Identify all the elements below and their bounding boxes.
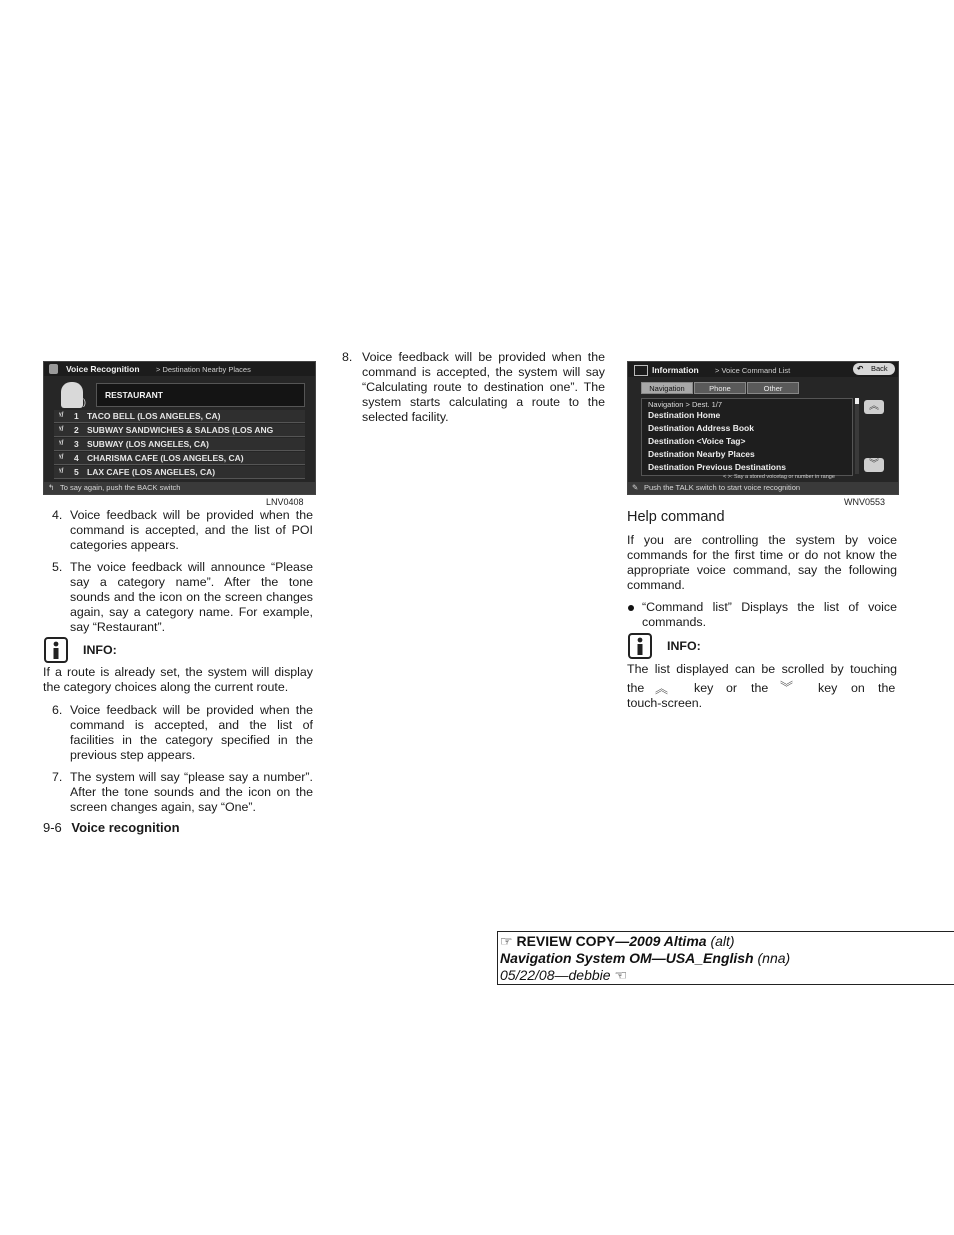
footer-text: To say again, push the BACK switch: [60, 483, 181, 492]
mic-icon: ᵞ/: [59, 454, 64, 461]
double-chevron-down-icon: ︾: [869, 459, 879, 470]
command-list: [641, 398, 853, 476]
scroll-up-button[interactable]: [864, 400, 884, 414]
step-4: [44, 508, 313, 554]
result-number: 4: [74, 453, 79, 463]
word: on: [851, 681, 865, 695]
help-paragraph: If you are controlling the system by voice commands for the first time or do not know the appropriate voice command, say the following command.: [627, 533, 897, 592]
back-button[interactable]: [853, 363, 895, 375]
command-item[interactable]: Destination Home: [648, 410, 721, 420]
result-row-4[interactable]: [54, 452, 305, 465]
step-8: [336, 350, 605, 426]
back-arrow-icon: ↰: [48, 483, 55, 492]
bullet-dot: [628, 605, 634, 611]
info-text-line-1: The list displayed can be scrolled by touching: [627, 662, 897, 676]
double-chevron-up-icon: ︽: [655, 681, 669, 696]
category-label: RESTAURANT: [105, 390, 163, 400]
bullet-text: “Command list” Displays the list of voice commands.: [642, 600, 897, 629]
review-line-3: [500, 966, 627, 984]
step-text: Voice feedback will be provided when the command is accepted, and the list of facilities in the category specified in the previous step appears.: [70, 703, 313, 762]
mic-icon: ᵞ/: [59, 440, 64, 447]
result-row-3[interactable]: [54, 438, 305, 451]
back-label: Back: [871, 364, 888, 373]
step-number: 6.: [52, 703, 63, 717]
info-icon: [628, 633, 652, 659]
command-item[interactable]: Destination Previous Destinations: [648, 462, 786, 472]
step-number: 7.: [52, 770, 63, 784]
double-chevron-up-icon: ︽: [869, 401, 879, 412]
word: the: [751, 681, 769, 695]
screen-title-bar: [44, 362, 315, 376]
result-label: SUBWAY SANDWICHES & SALADS (LOS ANG: [87, 425, 274, 435]
model-name: 2009 Altima: [629, 933, 707, 949]
mic-icon: ᵞ/: [59, 426, 64, 433]
word: or: [726, 681, 738, 695]
result-number: 5: [74, 467, 79, 477]
review-label: REVIEW COPY—: [516, 933, 630, 949]
step-number: 5.: [52, 560, 63, 574]
model-code: (alt): [706, 933, 735, 949]
double-chevron-down-icon: ︾: [780, 680, 794, 695]
result-label: TACO BELL (LOS ANGELES, CA): [87, 411, 221, 421]
page-footer: [43, 820, 180, 835]
manual-name: Navigation System OM—USA_English: [500, 950, 754, 966]
screen-title-bar: [628, 362, 898, 377]
command-item[interactable]: Destination Nearby Places: [648, 449, 755, 459]
voice-recognition-screenshot: [43, 361, 316, 495]
screen-breadcrumb: > Voice Command List: [715, 366, 791, 375]
help-command-heading: Help command: [627, 509, 725, 525]
screen-footer: [44, 482, 315, 494]
book-icon: [634, 365, 648, 376]
screen-breadcrumb: > Destination Nearby Places: [156, 365, 251, 374]
step-5: [44, 560, 313, 636]
info-icon: [44, 637, 68, 663]
figure-caption-left: LNV0408: [266, 497, 304, 507]
voice-command-list-screenshot: [627, 361, 899, 495]
step-text: Voice feedback will be provided when the command is accepted, and the list of POI categories appears.: [70, 508, 313, 552]
manual-code: (nna): [753, 950, 791, 966]
result-number: 3: [74, 439, 79, 449]
step-7: [44, 770, 313, 816]
voice-icon: [49, 364, 58, 374]
step-number: 8.: [342, 350, 353, 364]
tab-navigation[interactable]: Navigation: [641, 382, 693, 394]
info-text: If a route is already set, the system will display the category choices along the current route.: [43, 665, 313, 694]
info-text-line-2: [627, 680, 897, 696]
info-text-line-3: touch-screen.: [627, 696, 703, 710]
scroll-thumb[interactable]: [855, 398, 859, 404]
step-text: Voice feedback will be provided when the command is accepted, the system will say “Calculating route to destination one”. The system starts calculating a route to the selected facility.: [362, 350, 605, 424]
footer-text: Push the TALK switch to start voice recognition: [644, 483, 801, 492]
figure-caption-right: WNV0553: [844, 497, 886, 507]
talk-icon: ✎: [632, 483, 639, 492]
info-label: INFO:: [667, 639, 701, 653]
result-label: SUBWAY (LOS ANGELES, CA): [87, 439, 210, 449]
command-item[interactable]: Destination Address Book: [648, 423, 754, 433]
screen-title: Voice Recognition: [66, 364, 140, 374]
review-line-1: [500, 932, 735, 950]
section-title: Voice recognition: [71, 820, 180, 835]
mic-icon: ᵞ/: [59, 468, 64, 475]
step-6: [44, 703, 313, 765]
screen-footer: [628, 482, 898, 494]
review-date: 05/22/08—debbie: [500, 967, 611, 983]
info-label: INFO:: [83, 643, 117, 657]
mic-icon: ᵞ/: [59, 412, 64, 419]
word: the: [878, 681, 896, 695]
tab-phone[interactable]: Phone: [694, 382, 746, 394]
command-item[interactable]: Destination <Voice Tag>: [648, 436, 746, 446]
word: the: [627, 681, 645, 695]
step-text: The system will say “please say a number”. After the tone sounds and the icon on the screen changes again, say “One”.: [70, 770, 313, 814]
hint-text: < >: Say a stored voicetag or number in range: [723, 474, 835, 480]
result-label: CHARISMA CAFE (LOS ANGELES, CA): [87, 453, 244, 463]
list-header: Navigation > Dest. 1/7: [648, 400, 723, 409]
tab-other[interactable]: Other: [747, 382, 799, 394]
scrollbar[interactable]: [855, 398, 859, 474]
result-label: LAX CAFE (LOS ANGELES, CA): [87, 467, 216, 477]
result-number: 2: [74, 425, 79, 435]
pointing-hand-icon: ☞: [500, 933, 513, 949]
result-number: 1: [74, 411, 79, 421]
tab-bar: [641, 382, 801, 394]
back-arrow-icon: ↶: [857, 364, 864, 373]
page-number: 9-6: [43, 820, 62, 835]
result-row-1[interactable]: [54, 410, 305, 423]
pointing-hand-left-icon: ☜: [614, 967, 627, 983]
scroll-down-button[interactable]: [864, 458, 884, 472]
review-line-2: [500, 949, 790, 967]
step-number: 4.: [52, 508, 63, 522]
sound-wave-icon: )): [80, 397, 86, 407]
step-text: The voice feedback will announce “Please say a category name”. After the tone sounds and the icon on the screen changes again, say a category name. For example, say “Restaurant”.: [70, 560, 313, 634]
screen-title: Information: [652, 365, 699, 375]
word: key: [694, 681, 714, 695]
result-row-2[interactable]: [54, 424, 305, 437]
category-header: [96, 383, 305, 407]
word: key: [818, 681, 838, 695]
result-row-5[interactable]: [54, 466, 305, 479]
review-copy-stamp: [497, 931, 954, 985]
